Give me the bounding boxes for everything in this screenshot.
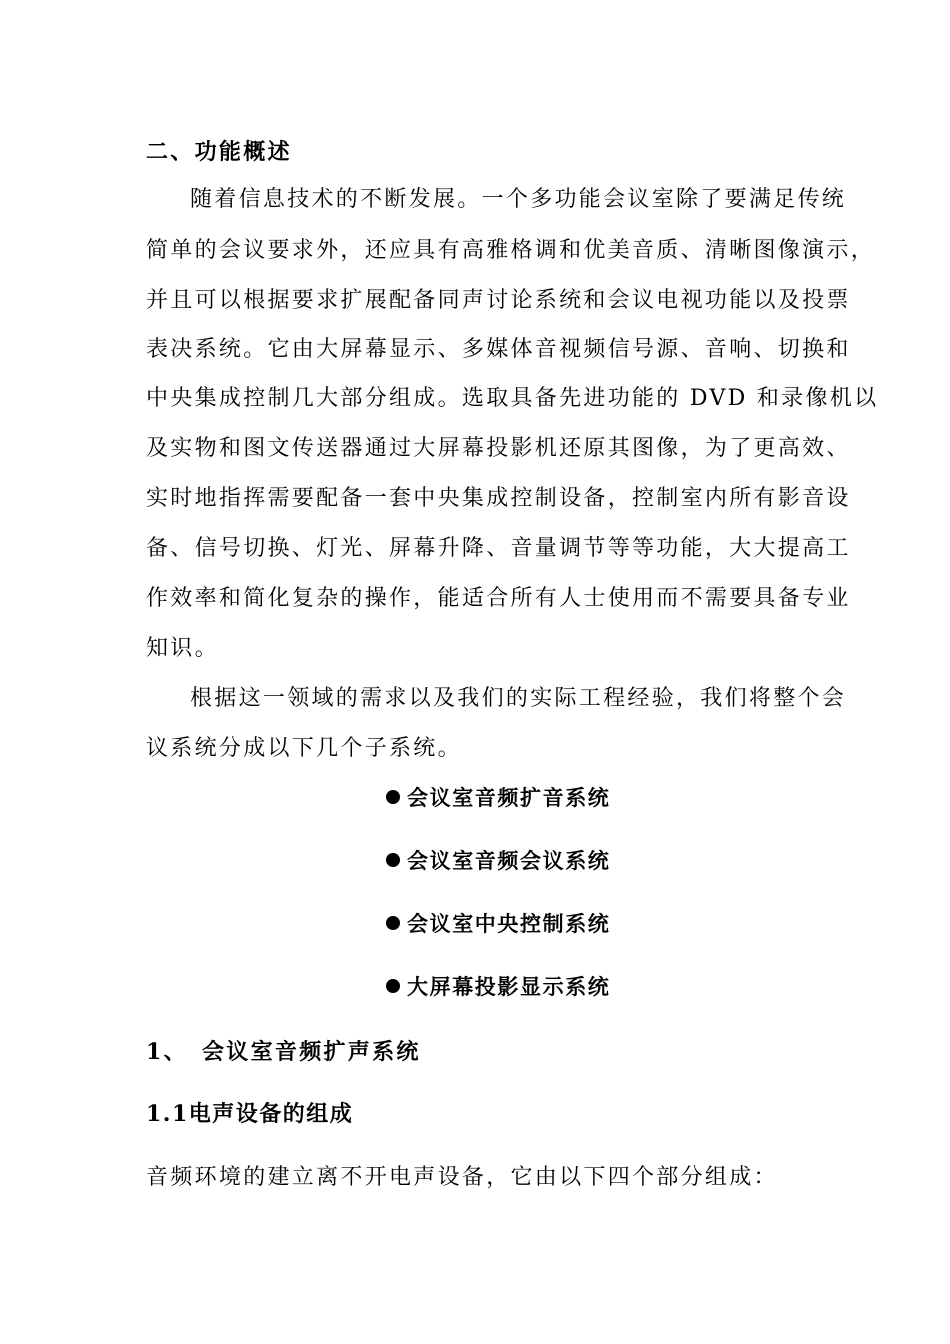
bullet-icon bbox=[386, 979, 400, 993]
paragraph1-line-2: 简单的会议要求外，还应具有高雅格调和优美音质、清晰图像演示， bbox=[146, 238, 876, 263]
subsystem-label: 会议室音频会议系统 bbox=[407, 848, 611, 873]
subsystem-item bbox=[386, 783, 686, 813]
paragraph2-line-1: 根据这一领域的需求以及我们的实际工程经验，我们将整个会 bbox=[190, 686, 847, 711]
heading-1-1: 1.1电声设备的组成 bbox=[146, 1101, 354, 1127]
paragraph1-line-10: 知识。 bbox=[146, 636, 219, 661]
paragraph3: 音频环境的建立离不开电声设备，它由以下四个部分组成： bbox=[146, 1165, 778, 1190]
paragraph1-line-6: 及实物和图文传送器通过大屏幕投影机还原其图像，为了更高效、 bbox=[146, 436, 851, 461]
paragraph1-line-8: 备、信号切换、灯光、屏幕升降、音量调节等等功能，大大提高工 bbox=[146, 536, 851, 561]
subsystem-label: 会议室音频扩音系统 bbox=[407, 785, 611, 810]
bullet-icon bbox=[386, 853, 400, 867]
heading-1-number: 1、 bbox=[146, 1039, 188, 1065]
paragraph1-line-4: 表决系统。它由大屏幕显示、多媒体音视频信号源、音响、切换和 bbox=[146, 337, 851, 362]
section-heading: 二、功能概述 bbox=[146, 139, 292, 165]
subsystem-item bbox=[386, 909, 686, 939]
subsystem-label: 大屏幕投影显示系统 bbox=[407, 974, 611, 999]
subsystem-label: 会议室中央控制系统 bbox=[407, 911, 611, 936]
paragraph2-line-2: 议系统分成以下几个子系统。 bbox=[146, 736, 462, 761]
paragraph1-line-7: 实时地指挥需要配备一套中央集成控制设备，控制室内所有影音设 bbox=[146, 486, 851, 511]
paragraph1-line-9: 作效率和简化复杂的操作，能适合所有人士使用而不需要具备专业 bbox=[146, 586, 851, 611]
bullet-icon bbox=[386, 916, 400, 930]
paragraph1-line-3: 并且可以根据要求扩展配备同声讨论系统和会议电视功能以及投票 bbox=[146, 288, 851, 313]
bullet-icon bbox=[386, 790, 400, 804]
subsystem-item bbox=[386, 846, 686, 876]
paragraph1-line-5: 中央集成控制几大部分组成。选取具备先进功能的 DVD 和录像机以 bbox=[146, 386, 879, 411]
paragraph1-line-1: 随着信息技术的不断发展。一个多功能会议室除了要满足传统 bbox=[190, 187, 847, 212]
heading-1-title: 会议室音频扩声系统 bbox=[202, 1039, 421, 1065]
heading-1 bbox=[146, 1037, 826, 1067]
subsystem-item bbox=[386, 972, 686, 1002]
